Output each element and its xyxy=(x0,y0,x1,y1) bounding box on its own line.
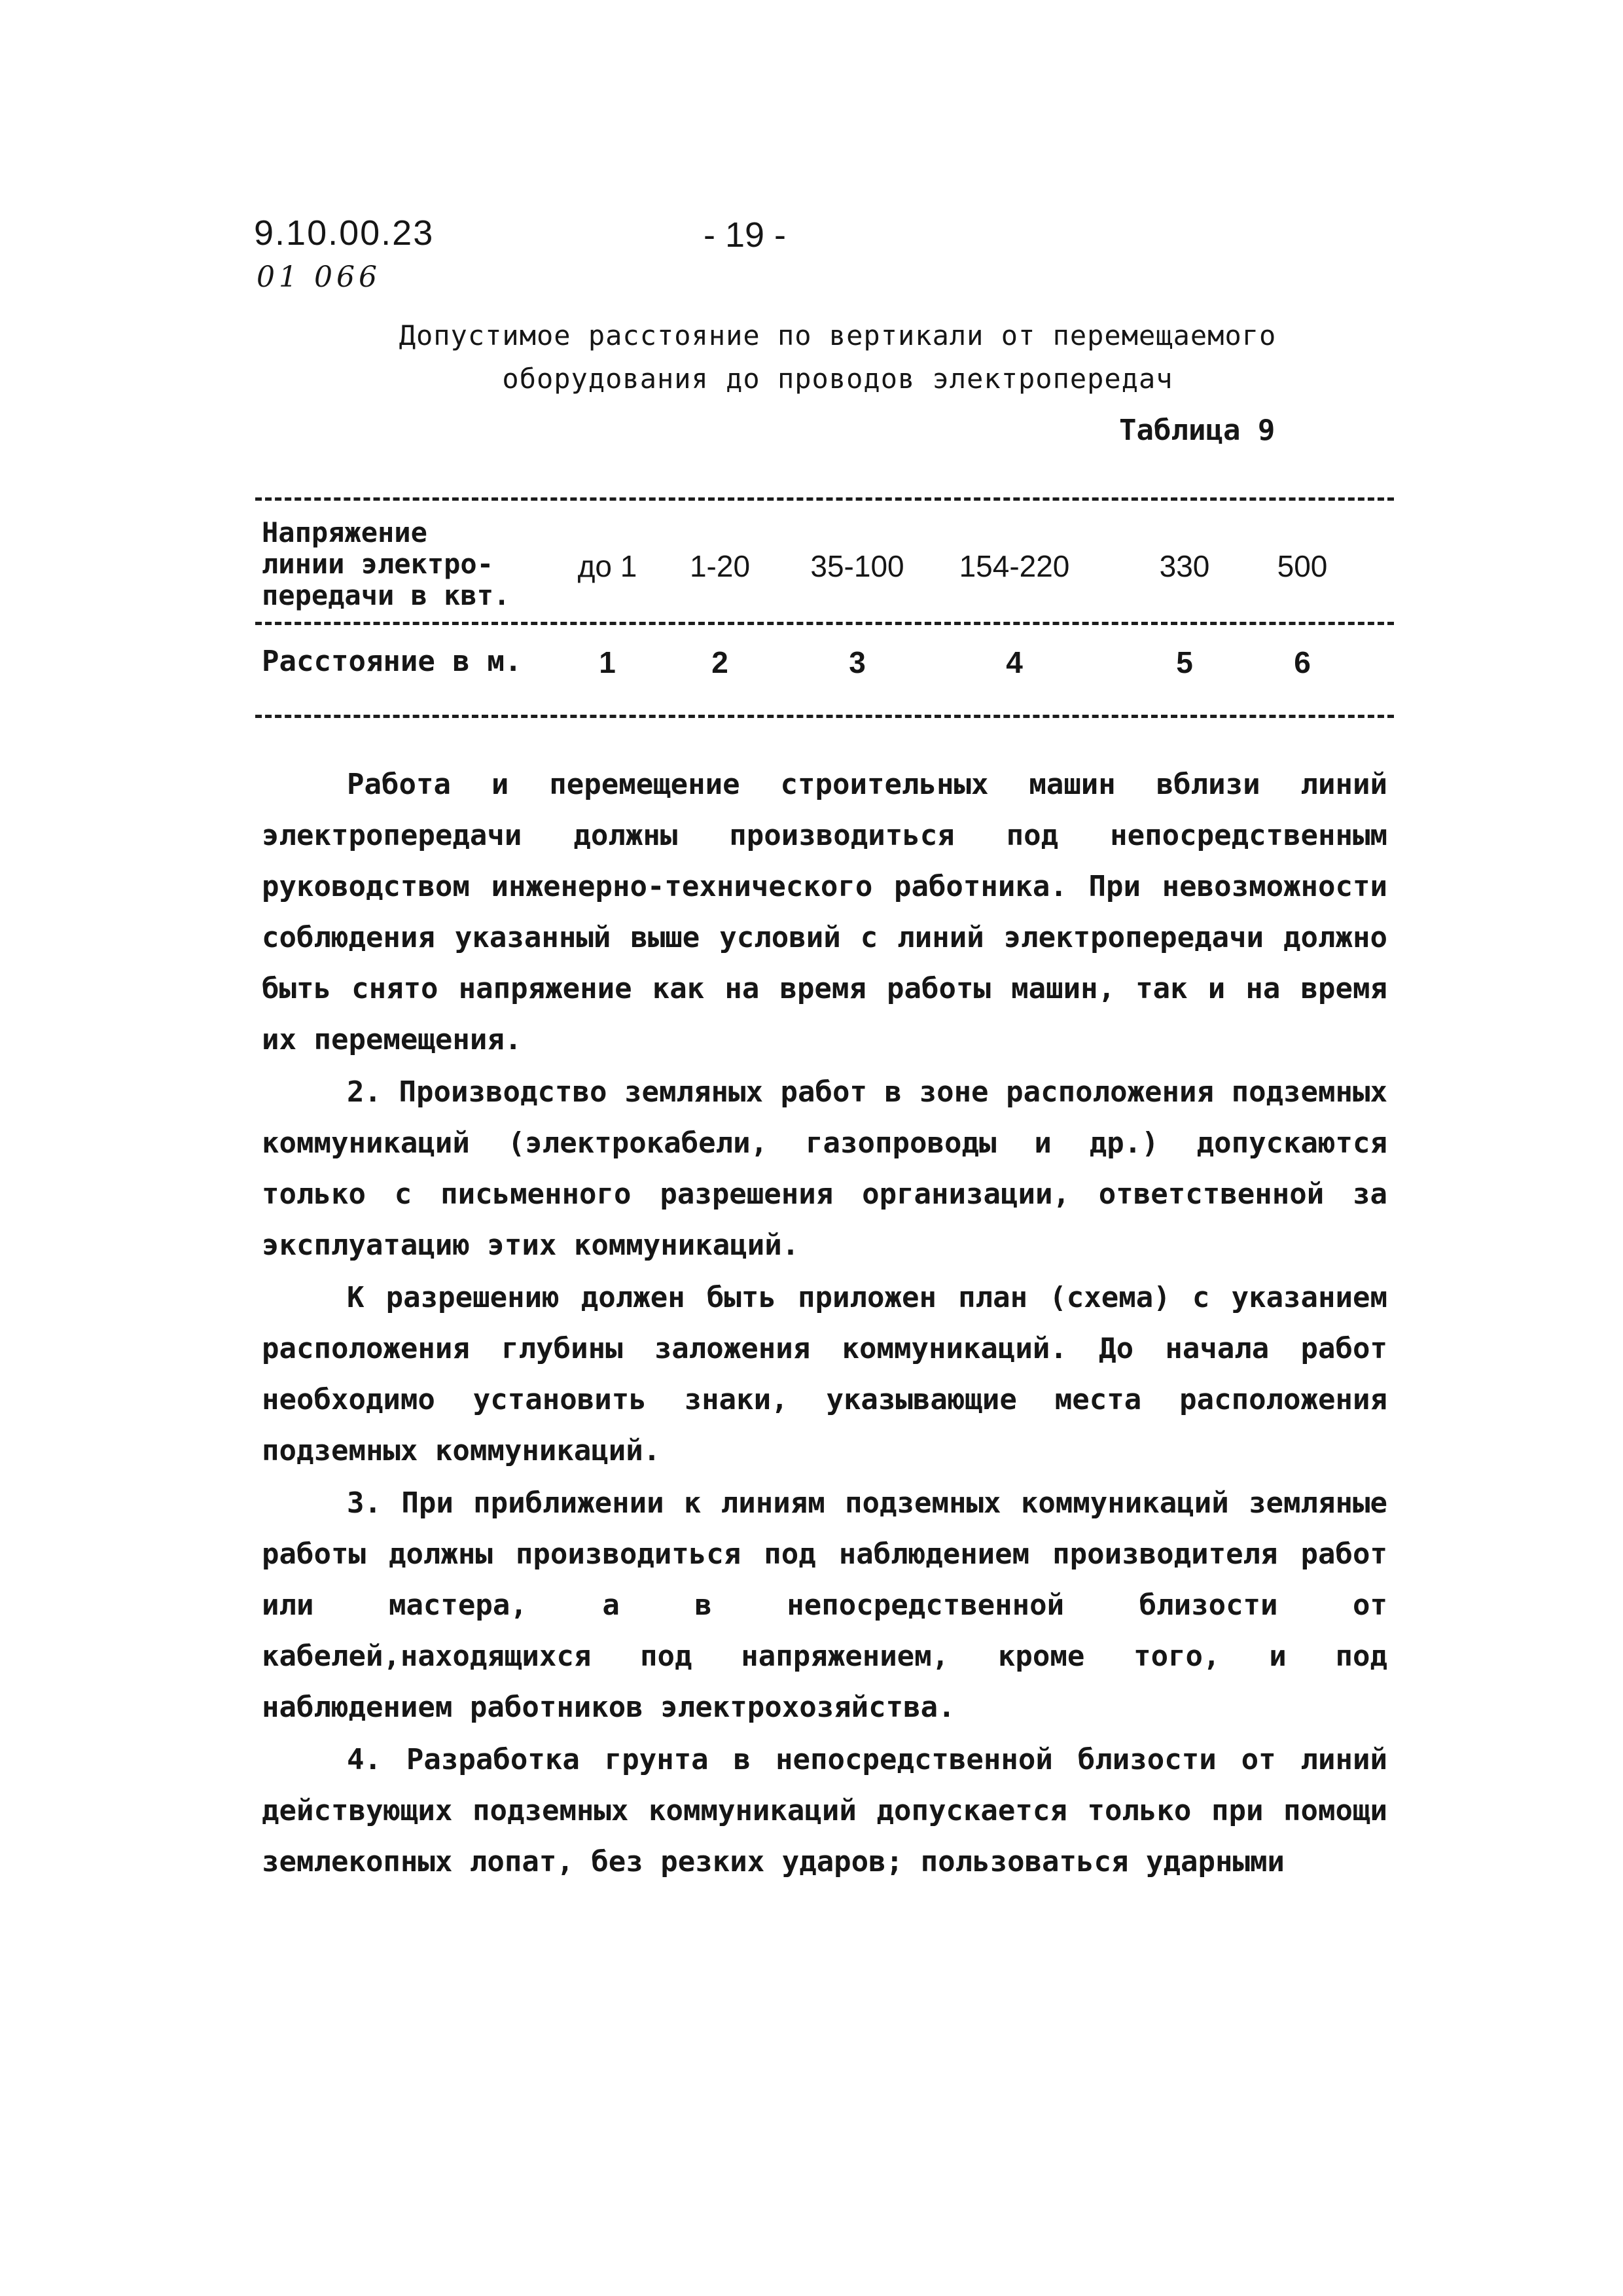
distance-value: 4 xyxy=(1006,645,1023,679)
document-code: 9.10.00.23 xyxy=(254,213,435,253)
table-label: Таблица 9 xyxy=(1119,414,1275,447)
table-caption xyxy=(380,314,1296,401)
paragraph: 2. Производство земляных работ в зоне расположения подземных коммуникаций (электрокабели, газопроводы и др.) допускаются только с письменного разрешения организации, ответственной за эксплуатацию этих коммуникаций. xyxy=(262,1075,1387,1262)
header-label-line: линии электро- xyxy=(262,548,494,580)
table-top-rule xyxy=(255,497,1394,501)
table-middle-rule xyxy=(255,622,1394,625)
table-bottom-rule xyxy=(255,715,1394,718)
paragraph: 4. Разработка грунта в непосредственной близости от линий действующих подземных коммуникаций допускается только при помощи землекопных лопат, без резких ударов; пользоваться ударными xyxy=(262,1743,1387,1878)
voltage-column-header: 330 xyxy=(1159,549,1210,583)
distance-row-label: Расстояние в м. xyxy=(262,645,522,678)
distance-value: 6 xyxy=(1294,645,1311,679)
page-number: - 19 - xyxy=(704,215,787,255)
body-text xyxy=(262,759,1387,1889)
voltage-column-header: 1-20 xyxy=(689,549,751,583)
distance-value: 1 xyxy=(599,645,616,679)
caption-line-1: Допустимое расстояние по вертикали от перемещаемого xyxy=(399,319,1277,351)
table-header-label xyxy=(262,517,510,611)
voltage-column-header: 35-100 xyxy=(810,549,904,583)
paragraph: Работа и перемещение строительных машин вблизи линий электропередачи должны производиться под непосредственным руководством инженерно-технического работника. При невозможности соблюдения указанный выше условий с линий электропередачи должно быть снято напряжение как на время работы машин, так и на время их перемещения. xyxy=(262,768,1387,1056)
distance-value: 3 xyxy=(849,645,866,679)
paragraph: 3. При приближении к линиям подземных коммуникаций земляные работы должны производиться под наблюдением производителя работ или мастера, а в непосредственной близости от кабелей,находящихся под напряжением, кроме того, и под наблюдением работников электрохозяйства. xyxy=(262,1486,1387,1724)
distance-value: 2 xyxy=(711,645,728,679)
header-label-line: передачи в квт. xyxy=(262,579,510,611)
voltage-column-header: 500 xyxy=(1277,549,1328,583)
distance-value: 5 xyxy=(1176,645,1193,679)
voltage-column-header: до 1 xyxy=(577,549,637,583)
voltage-column-header: 154-220 xyxy=(959,549,1070,583)
handwritten-note: 01 066 xyxy=(257,260,381,294)
caption-line-2: оборудования до проводов электропередач xyxy=(502,363,1173,395)
header-label-line: Напряжение xyxy=(262,516,427,548)
paragraph: К разрешению должен быть приложен план (схема) с указанием расположения глубины заложения коммуникаций. До начала работ необходимо установить знаки, указывающие места расположения подземных коммуникаций. xyxy=(262,1281,1387,1467)
